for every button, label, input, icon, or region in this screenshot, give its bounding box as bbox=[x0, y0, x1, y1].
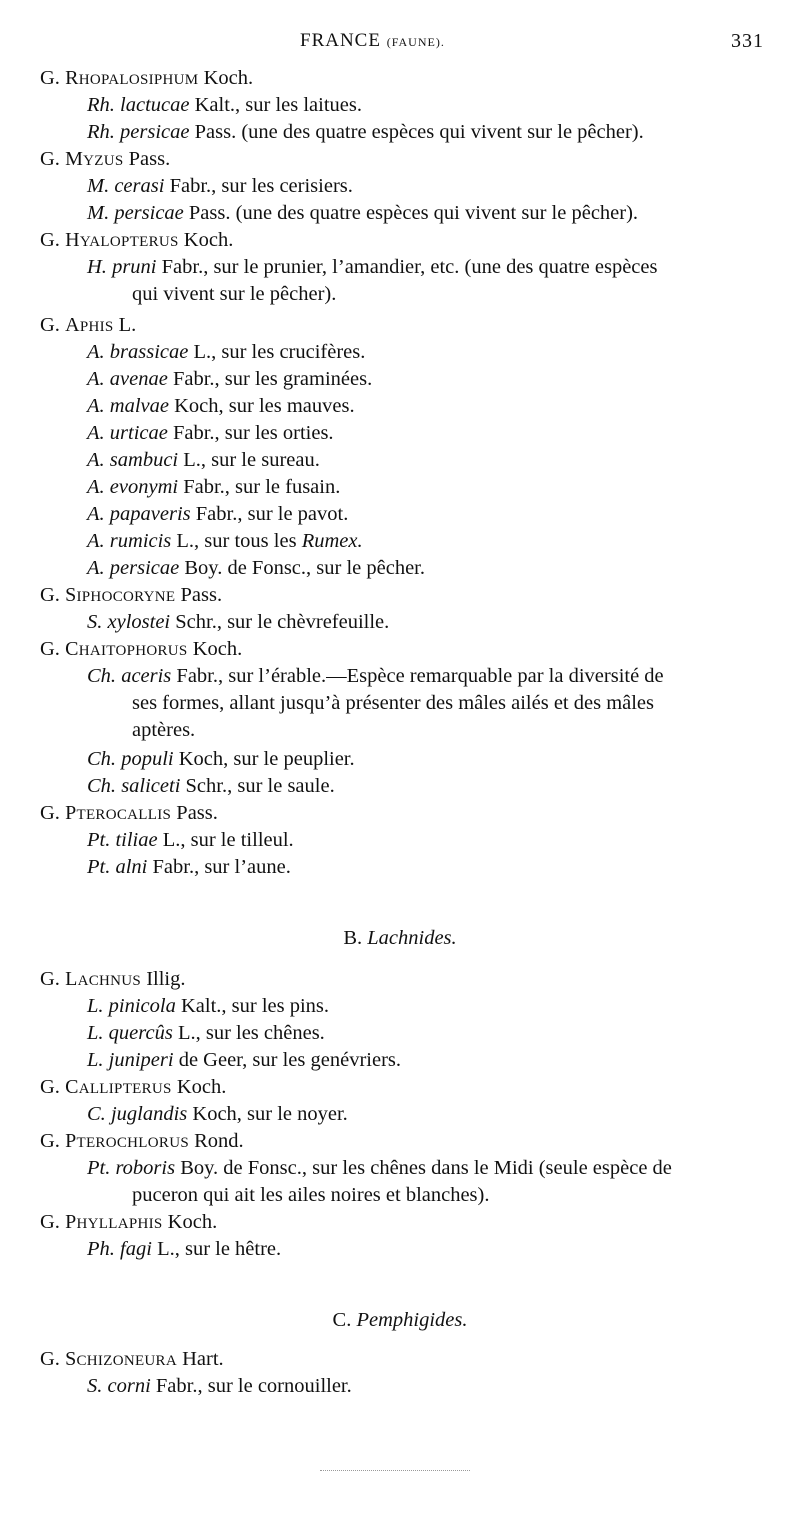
genus-line bbox=[40, 800, 218, 827]
genus-prefix: G. bbox=[40, 584, 60, 606]
genus-prefix: G. bbox=[40, 314, 60, 336]
species-line bbox=[87, 1373, 352, 1400]
genus-line bbox=[40, 227, 233, 254]
continuation-line: qui vivent sur le pêcher). bbox=[132, 283, 337, 305]
species-epithet: pinicola bbox=[108, 995, 176, 1017]
species-description: Boy. de Fonsc., sur les chênes dans le Midi (seule espèce de bbox=[180, 1157, 672, 1179]
genus-author: Rond. bbox=[194, 1130, 244, 1152]
genus-initial: A bbox=[65, 314, 80, 336]
species-line bbox=[87, 663, 664, 690]
genus-name: MYZUS bbox=[65, 148, 124, 170]
species-abbrev: A. bbox=[87, 395, 105, 417]
genus-author: Illig. bbox=[146, 968, 186, 990]
species-abbrev: L. bbox=[87, 995, 104, 1017]
genus-name: LACHNUS bbox=[65, 968, 142, 990]
species-abbrev: Ch. bbox=[87, 665, 117, 687]
species-abbrev: A. bbox=[87, 341, 105, 363]
species-abbrev: Rh. bbox=[87, 121, 115, 143]
species-description: Fabr., sur les orties. bbox=[172, 422, 334, 444]
genus-prefix: G. bbox=[40, 1076, 60, 1098]
continuation-line: puceron qui ait les ailes noires et blanches). bbox=[132, 1184, 490, 1206]
species-abbrev: A. bbox=[87, 557, 105, 579]
running-title: FRANCE (FAUNE). bbox=[300, 30, 445, 51]
species-description: Fabr., sur les graminées. bbox=[172, 368, 373, 390]
species-description: Fabr., sur le fusain. bbox=[183, 476, 341, 498]
species-line bbox=[87, 254, 657, 281]
species-abbrev: Ch. bbox=[87, 748, 117, 770]
genus-name: HYALOPTERUS bbox=[65, 229, 179, 251]
genus-name: PHYLLAPHIS bbox=[65, 1211, 163, 1233]
genus-line bbox=[40, 312, 136, 339]
species-description: L., sur les crucifères. bbox=[193, 341, 366, 363]
species-line bbox=[87, 1236, 281, 1263]
section-heading bbox=[0, 1307, 800, 1334]
species-line bbox=[87, 447, 320, 474]
species-line bbox=[87, 528, 363, 555]
species-line bbox=[87, 366, 372, 393]
species-line bbox=[87, 1020, 325, 1047]
species-description: L., sur le tilleul. bbox=[162, 829, 294, 851]
species-epithet: persicae bbox=[109, 557, 180, 579]
species-description: Pass. (une des quatre espèces qui vivent sur le pêcher). bbox=[188, 202, 639, 224]
species-description: L., sur les chênes. bbox=[177, 1022, 325, 1044]
species-line bbox=[87, 555, 425, 582]
genus-initial: H bbox=[65, 229, 80, 251]
species-epithet: persicae bbox=[114, 202, 184, 224]
genus-author: Koch. bbox=[167, 1211, 218, 1233]
genus-name: CHAITOPHORUS bbox=[65, 638, 188, 660]
genus-line bbox=[40, 1209, 217, 1236]
species-description: Kalt., sur les pins. bbox=[180, 995, 330, 1017]
species-line bbox=[87, 92, 362, 119]
genus-line bbox=[40, 1128, 244, 1155]
genus-initial: S bbox=[65, 584, 77, 606]
species-abbrev: M. bbox=[87, 202, 110, 224]
species-description: Fabr., sur l’érable.—Espèce remarquable par la diversité de bbox=[176, 665, 664, 687]
species-epithet: juglandis bbox=[110, 1103, 188, 1125]
genus-name: SCHIZONEURA bbox=[65, 1348, 177, 1370]
genus-author: L. bbox=[118, 314, 137, 336]
species-line bbox=[87, 474, 340, 501]
species-epithet: juniperi bbox=[108, 1049, 174, 1071]
species-line bbox=[87, 993, 329, 1020]
species-line bbox=[87, 827, 294, 854]
species-abbrev: S. bbox=[87, 611, 103, 633]
species-line bbox=[87, 501, 348, 528]
genus-initial: P bbox=[65, 1211, 77, 1233]
species-epithet: xylostei bbox=[107, 611, 171, 633]
section-name: Lachnides. bbox=[367, 927, 457, 949]
species-epithet: rumicis bbox=[109, 530, 172, 552]
species-description: Fabr., sur le cornouiller. bbox=[155, 1375, 352, 1397]
genus-author: Hart. bbox=[182, 1348, 224, 1370]
species-epithet: aceris bbox=[121, 665, 172, 687]
species-epithet: tiliae bbox=[115, 829, 158, 851]
species-abbrev: A. bbox=[87, 368, 105, 390]
species-description: Pass. (une des quatre espèces qui vivent sur le pêcher). bbox=[194, 121, 644, 143]
species-epithet: saliceti bbox=[121, 775, 181, 797]
genus-prefix: G. bbox=[40, 1348, 60, 1370]
species-description: Fabr., sur le pavot. bbox=[195, 503, 349, 525]
genus-initial: L bbox=[65, 968, 78, 990]
genus-initial: C bbox=[65, 638, 79, 660]
species-abbrev: A. bbox=[87, 476, 105, 498]
species-line bbox=[87, 393, 355, 420]
species-description: Koch, sur le peuplier. bbox=[178, 748, 355, 770]
species-description: L., sur le hêtre. bbox=[157, 1238, 282, 1260]
genus-initial: P bbox=[65, 1130, 77, 1152]
genus-prefix: G. bbox=[40, 67, 60, 89]
species-epithet: quercûs bbox=[108, 1022, 173, 1044]
species-epithet: malvae bbox=[109, 395, 169, 417]
species-abbrev: A. bbox=[87, 503, 105, 525]
species-epithet: fagi bbox=[120, 1238, 152, 1260]
species-italic-tail: Rumex. bbox=[301, 530, 363, 552]
species-description: Boy. de Fonsc., sur le pêcher. bbox=[184, 557, 425, 579]
genus-line bbox=[40, 65, 253, 92]
species-abbrev: A. bbox=[87, 530, 105, 552]
section-heading bbox=[0, 925, 800, 952]
genus-line bbox=[40, 966, 186, 993]
genus-prefix: G. bbox=[40, 968, 60, 990]
genus-author: Koch. bbox=[183, 229, 234, 251]
species-epithet: lactucae bbox=[120, 94, 190, 116]
species-description: Koch, sur le noyer. bbox=[192, 1103, 348, 1125]
species-line bbox=[87, 1155, 672, 1182]
genus-author: Pass. bbox=[180, 584, 223, 606]
species-abbrev: Pt. bbox=[87, 1157, 111, 1179]
species-description: de Geer, sur les genévriers. bbox=[178, 1049, 402, 1071]
genus-initial: R bbox=[65, 67, 79, 89]
genus-prefix: G. bbox=[40, 1130, 60, 1152]
species-abbrev: L. bbox=[87, 1022, 104, 1044]
genus-prefix: G. bbox=[40, 148, 60, 170]
species-description: Kalt., sur les laitues. bbox=[194, 94, 362, 116]
species-description: Koch, sur les mauves. bbox=[174, 395, 355, 417]
species-epithet: corni bbox=[107, 1375, 151, 1397]
running-header bbox=[0, 30, 800, 60]
species-line bbox=[87, 173, 353, 200]
species-abbrev: H. bbox=[87, 256, 107, 278]
genus-author: Koch. bbox=[203, 67, 254, 89]
genus-prefix: G. bbox=[40, 1211, 60, 1233]
genus-line bbox=[40, 1346, 224, 1373]
species-abbrev: A. bbox=[87, 449, 105, 471]
species-line bbox=[87, 854, 291, 881]
species-epithet: sambuci bbox=[109, 449, 179, 471]
continuation-line: ses formes, allant jusqu’à présenter des mâles ailés et des mâles bbox=[132, 692, 655, 714]
species-description: Fabr., sur l’aune. bbox=[152, 856, 291, 878]
genus-prefix: G. bbox=[40, 638, 60, 660]
species-epithet: persicae bbox=[120, 121, 190, 143]
continuation-line: aptères. bbox=[132, 719, 196, 741]
species-epithet: avenae bbox=[109, 368, 168, 390]
species-line bbox=[87, 420, 334, 447]
species-line bbox=[87, 746, 355, 773]
species-line bbox=[87, 773, 335, 800]
genus-name: CALLIPTERUS bbox=[65, 1076, 172, 1098]
section-label: B. bbox=[343, 927, 363, 949]
species-abbrev: L. bbox=[87, 1049, 104, 1071]
species-epithet: papaveris bbox=[109, 503, 191, 525]
species-description: Schr., sur le chèvrefeuille. bbox=[175, 611, 390, 633]
genus-initial: S bbox=[65, 1348, 77, 1370]
species-line bbox=[87, 119, 644, 146]
species-description: Fabr., sur les cerisiers. bbox=[169, 175, 353, 197]
species-epithet: roboris bbox=[115, 1157, 176, 1179]
genus-prefix: G. bbox=[40, 229, 60, 251]
page-number: 331 bbox=[731, 30, 764, 52]
species-abbrev: S. bbox=[87, 1375, 103, 1397]
species-abbrev: Ch. bbox=[87, 775, 117, 797]
genus-name: RHOPALOSIPHUM bbox=[65, 67, 199, 89]
genus-line bbox=[40, 146, 170, 173]
genus-name: PTEROCALLIS bbox=[65, 802, 172, 824]
species-line bbox=[87, 339, 365, 366]
genus-author: Koch. bbox=[176, 1076, 227, 1098]
species-epithet: urticae bbox=[109, 422, 168, 444]
species-epithet: populi bbox=[121, 748, 174, 770]
species-description: L., sur le sureau. bbox=[183, 449, 320, 471]
species-abbrev: C. bbox=[87, 1103, 106, 1125]
species-line bbox=[87, 200, 638, 227]
genus-author: Pass. bbox=[128, 148, 171, 170]
species-line bbox=[87, 1101, 348, 1128]
genus-initial: M bbox=[65, 148, 84, 170]
genus-line bbox=[40, 636, 242, 663]
genus-author: Pass. bbox=[176, 802, 218, 824]
section-name: Pemphigides. bbox=[356, 1309, 468, 1331]
species-line bbox=[87, 609, 389, 636]
species-epithet: brassicae bbox=[109, 341, 189, 363]
species-abbrev: Ph. bbox=[87, 1238, 115, 1260]
species-abbrev: A. bbox=[87, 422, 105, 444]
footer-rule bbox=[320, 1470, 470, 1471]
genus-author: Koch. bbox=[192, 638, 243, 660]
species-abbrev: Pt. bbox=[87, 856, 111, 878]
species-line bbox=[87, 1047, 401, 1074]
species-epithet: cerasi bbox=[114, 175, 165, 197]
genus-line bbox=[40, 1074, 226, 1101]
genus-line bbox=[40, 582, 222, 609]
section-label: C. bbox=[332, 1309, 352, 1331]
genus-initial: P bbox=[65, 802, 77, 824]
species-abbrev: Pt. bbox=[87, 829, 111, 851]
genus-initial: C bbox=[65, 1076, 79, 1098]
genus-name: PTEROCHLORUS bbox=[65, 1130, 189, 1152]
species-description: Fabr., sur le prunier, l’amandier, etc. (une des quatre espèces bbox=[161, 256, 658, 278]
species-description: Schr., sur le saule. bbox=[185, 775, 335, 797]
genus-name: SIPHOCORYNE bbox=[65, 584, 176, 606]
species-epithet: evonymi bbox=[109, 476, 179, 498]
species-epithet: pruni bbox=[112, 256, 157, 278]
genus-name: APHIS bbox=[65, 314, 114, 336]
genus-prefix: G. bbox=[40, 802, 60, 824]
species-abbrev: Rh. bbox=[87, 94, 115, 116]
species-epithet: alni bbox=[115, 856, 148, 878]
species-description: L., sur tous les bbox=[176, 530, 297, 552]
species-abbrev: M. bbox=[87, 175, 110, 197]
